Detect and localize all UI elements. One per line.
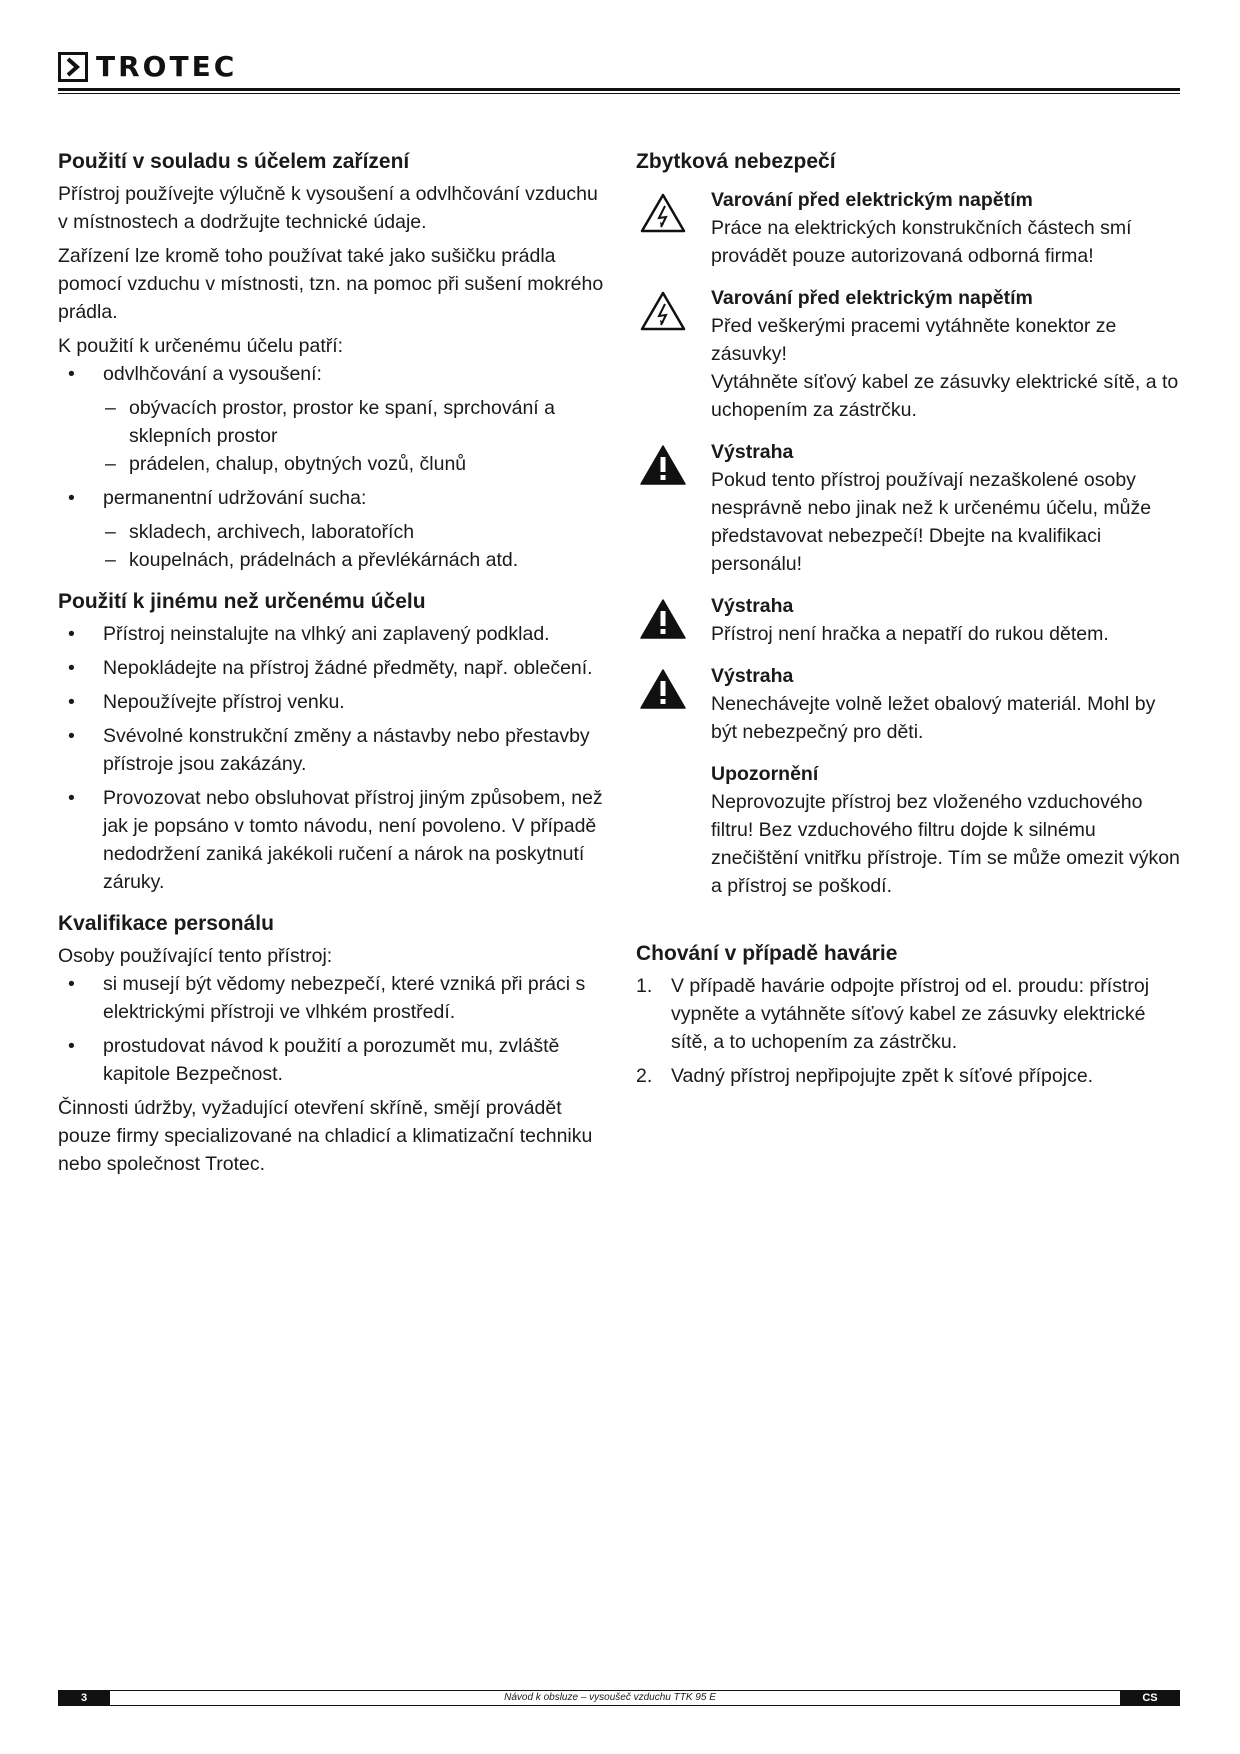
list-item: • si musejí být vědomy nebezpečí, které vzniká při práci s elektrickými přístroji ve vlhkém prostředí. [58,970,608,1026]
sub-list-item: – prádelen, chalup, obytných vozů, člunů [103,450,608,478]
section-title-residual-risks: Zbytková nebezpečí [636,150,836,173]
warning-title: Výstraha [711,441,794,463]
warning-block [636,438,1186,578]
general-warning-icon [640,598,686,640]
general-warning-icon [640,668,686,710]
list-item [58,360,608,478]
qualification-list [58,970,608,1088]
list-item: • Přístroj neinstalujte na vlhký ani zaplavený podklad. [58,620,608,648]
improper-use-list [58,620,608,896]
warning-text: Přístroj není hračka a nepatří do rukou dětem. [711,623,1109,645]
list-item [636,972,1186,1056]
warning-text: Před veškerými pracemi vytáhněte konektor ze zásuvky! [711,315,1117,365]
notice-title: Upozornění [711,763,819,785]
paragraph: Činnosti údržby, vyžadující otevření skříně, smějí provádět pouze firmy specializované na chladicí a klimatizační techniku nebo společnost Trotec. [58,1097,593,1175]
notice-text: Neprovozujte přístroj bez vloženého vzduchového filtru! Bez vzduchového filtru dojde k silnému znečištění vnitřku přístroje. Tím se může omezit výkon a přístroj se poškodí. [711,791,1180,897]
warning-block [636,592,1186,648]
right-column [636,148,1186,1096]
section-title-improper-use: Použití k jinému než určenému účelu [58,590,426,613]
paragraph: Zařízení lze kromě toho používat také jako sušičku prádla pomocí vzduchu v místnosti, tzn. na pomoc při sušení mokrého prádla. [58,245,604,323]
step-number: 2. [636,1065,653,1087]
sub-list-item: – koupelnách, prádelnách a převlékárnách atd. [103,546,608,574]
intended-use-list [58,360,608,574]
warning-title: Varování před elektrickým napětím [711,287,1033,309]
notice-block [636,760,1186,900]
warning-block [636,186,1186,270]
list-item: • prostudovat návod k použití a porozumět mu, zvláště kapitole Bezpečnost. [58,1032,608,1088]
page-number: 3 [58,1690,110,1706]
brand-name: TROTEC [96,50,238,83]
warning-text: Práce na elektrických konstrukčních částech smí provádět pouze autorizovaná odborná firma! [711,217,1132,267]
header-divider-thin [58,93,1180,94]
warning-title: Výstraha [711,595,794,617]
paragraph: Přístroj používejte výlučně k vysoušení a odvlhčování vzduchu v místnostech a dodržujte technické údaje. [58,183,598,233]
sub-list-item: – obývacích prostor, prostor ke spaní, sprchování a sklepních prostor [103,394,608,450]
warning-block [636,284,1186,424]
step-text: V případě havárie odpojte přístroj od el. proudu: přístroj vypněte a vytáhněte síťový kabel ze zásuvky elektrické sítě, a to uchopením za zástrčku. [671,975,1150,1053]
section-title-personnel-qualification: Kvalifikace personálu [58,912,274,935]
warning-text: Pokud tento přístroj používají nezaškolené osoby nesprávně nebo jinak než k určenému účelu, může představovat nebezpečí! Dbejte na kvalifikaci personálu! [711,469,1152,575]
general-warning-icon [640,444,686,486]
list-item: • Nepoužívejte přístroj venku. [58,688,608,716]
list-item-text: permanentní udržování sucha: [103,487,367,509]
list-item-text: odvlhčování a vysoušení: [103,363,322,385]
warning-title: Varování před elektrickým napětím [711,189,1033,211]
section-title-intended-use: Použití v souladu s účelem zařízení [58,150,410,173]
trotec-logo [58,52,237,82]
sub-list [103,394,608,478]
warning-block [636,662,1186,746]
warning-title: Výstraha [711,665,794,687]
sub-list [103,518,608,574]
electrical-voltage-warning-icon [640,192,686,234]
paragraph: K použití k určenému účelu patří: [58,335,344,357]
sub-list-item: – skladech, archivech, laboratořích [103,518,608,546]
list-item: • Svévolné konstrukční změny a nástavby nebo přestavby přístroje jsou zakázány. [58,722,608,778]
step-number: 1. [636,975,653,997]
list-item [58,484,608,574]
warning-text: Nenechávejte volně ležet obalový materiál. Mohl by být nebezpečný pro děti. [711,693,1156,743]
electrical-voltage-warning-icon [640,290,686,332]
step-text: Vadný přístroj nepřipojujte zpět k síťové přípojce. [671,1065,1094,1087]
header-divider [58,88,1180,91]
emergency-steps-list [636,972,1186,1090]
section-title-emergency: Chování v případě havárie [636,942,898,965]
list-item: • Nepokládejte na přístroj žádné předměty, např. oblečení. [58,654,608,682]
language-code: CS [1120,1690,1180,1706]
warning-text: Vytáhněte síťový kabel ze zásuvky elektrické sítě, a to uchopením za zástrčku. [711,371,1179,421]
left-column [58,148,608,1184]
list-item [636,1062,1186,1090]
footer-title: Návod k obsluze – vysoušeč vzduchu TTK 95 E [504,1692,716,1703]
list-item: • Provozovat nebo obsluhovat přístroj jiným způsobem, než jak je popsáno v tomto návodu, není povoleno. V případě nedodržení zaniká jakékoli ručení a nárok na poskytnutí záruky. [58,784,608,896]
trotec-logo-icon [58,52,88,82]
paragraph: Osoby používající tento přístroj: [58,945,333,967]
